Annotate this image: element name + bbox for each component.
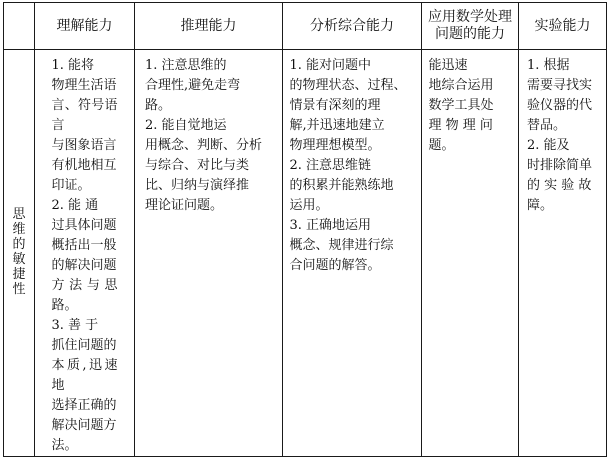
ability-table [3,2,607,457]
header-analysis: 分析综合能力 [283,3,422,50]
row-label-cell [4,50,35,457]
row-label: 思维的敏捷性 [12,206,26,297]
header-math-application: 应用数学处理 问题的能力 [422,3,519,50]
table-row [4,50,607,457]
cell-analysis [283,50,422,457]
cell-understanding-text: 1. 能将 物理生活语 言、符号语言 与图象语言 有机地相互 印证。 2. 能 通 过具体问题 概括出一般 的解决问题 方法与思路。 3. 善 于 抓住问题的 本质,迅速地 选择正确的 解决问题方 法。 [51,58,118,453]
cell-analysis-text: 1. 能对问题中 的物理状态、过程、 情景有深刻的理 解,并迅速地建立 物理理想模型。 2. 注意思维链 的积累并能熟练地 运用。 3. 正确地运用 概念、规律进行综 合问题的解答。 [289,58,407,273]
cell-math-application-text: 能迅速 地综合运用 数学工具处 理 物 理 问 题。 [428,58,494,153]
cell-reasoning-text: 1. 注意思维的 合理性,避免走弯 路。 2. 能自觉地运 用概念、判断、分析 与综合、对比与类 比、归纳与演绎推 理论证问题。 [145,58,263,213]
header-experiment: 实验能力 [519,3,607,50]
header-reasoning: 推理能力 [135,3,283,50]
cell-experiment-text: 1. 根据 需要寻找实 验仪器的代 替品。 2. 能及 时排除简单 的 实 验 故 障。 [527,58,593,213]
cell-understanding [35,50,135,457]
header-understanding: 理解能力 [35,3,135,50]
cell-reasoning [135,50,283,457]
header-row [4,3,607,50]
cell-experiment [519,50,607,457]
header-blank [4,3,35,50]
cell-math-application [422,50,519,457]
